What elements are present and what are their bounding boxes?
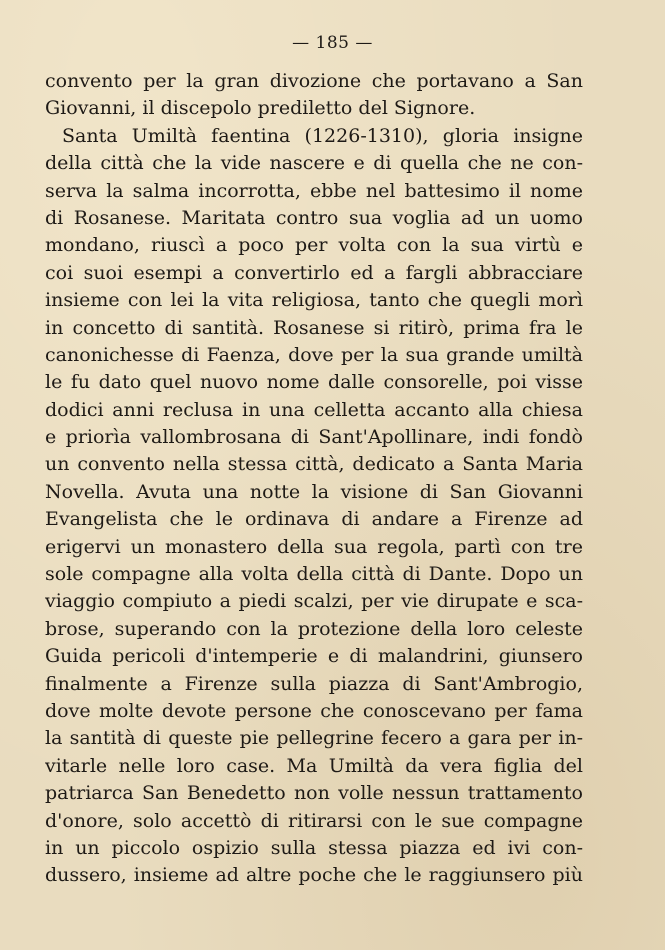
text-line: mondano, riuscì a poco per volta con la sua virtù e [45, 234, 583, 257]
text-line: vitarle nelle loro case. Ma Umiltà da vera figlia del [45, 754, 583, 777]
text-line: viaggio compiuto a piedi scalzi, per vie dirupate e sca- [45, 590, 583, 613]
text-line: in concetto di santità. Rosanese si ritirò, prima fra le [45, 316, 583, 339]
text-line: sole compagne alla volta della città di Dante. Dopo un [45, 563, 583, 586]
text-line: canonichesse di Faenza, dove per la sua grande umiltà [45, 343, 583, 366]
text-line: d'onore, solo accettò di ritirarsi con le sue compagne [45, 809, 583, 832]
page-number: — 185 — [292, 33, 373, 53]
text-line: dodici anni reclusa in una celletta accanto alla chiesa [45, 398, 583, 421]
text-line: insieme con lei la vita religiosa, tanto che quegli morì [45, 289, 583, 312]
text-line: Novella. Avuta una notte la visione di San Giovanni [45, 480, 583, 503]
text-line: in un piccolo ospizio sulla stessa piazza ed ivi con- [45, 836, 583, 859]
text-line: le fu dato quel nuovo nome dalle consorelle, poi visse [45, 371, 583, 394]
text-line: coi suoi esempi a convertirlo ed a fargli abbracciare [45, 261, 583, 284]
text-line: patriarca San Benedetto non volle nessun trattamento [45, 782, 583, 805]
text-line: un convento nella stessa città, dedicato a Santa Maria [45, 453, 583, 476]
text-line: finalmente a Firenze sulla piazza di Sant'Ambrogio, [45, 672, 583, 695]
text-line: Evangelista che le ordinava di andare a Firenze ad [45, 508, 583, 531]
text-line: dove molte devote persone che conoscevano per fama [45, 699, 583, 722]
text-line: Giovanni, il discepolo prediletto del Signore. [45, 97, 476, 120]
text-line: di Rosanese. Maritata contro sua voglia ad un uomo [45, 206, 583, 229]
text-line: Guida pericoli d'intemperie e di malandrini, giunsero [45, 645, 583, 668]
body-text [45, 68, 583, 890]
text-line: serva la salma incorrotta, ebbe nel battesimo il nome [45, 179, 583, 202]
text-line: la santità di queste pie pellegrine fecero a gara per in- [45, 727, 583, 750]
text-line: Santa Umiltà faentina (1226-1310), gloria insigne [62, 124, 583, 147]
text-line: dussero, insieme ad altre poche che le raggiunsero più [45, 864, 583, 887]
text-line: erigervi un monastero della sua regola, partì con tre [45, 535, 583, 558]
text-line: brose, superando con la protezione della loro celeste [45, 617, 583, 640]
text-line: convento per la gran divozione che portavano a San [45, 70, 583, 92]
text-line: e priorìa vallombrosana di Sant'Apollinare, indi fondò [45, 426, 583, 449]
text-line: della città che la vide nascere e di quella che ne con- [45, 152, 583, 175]
